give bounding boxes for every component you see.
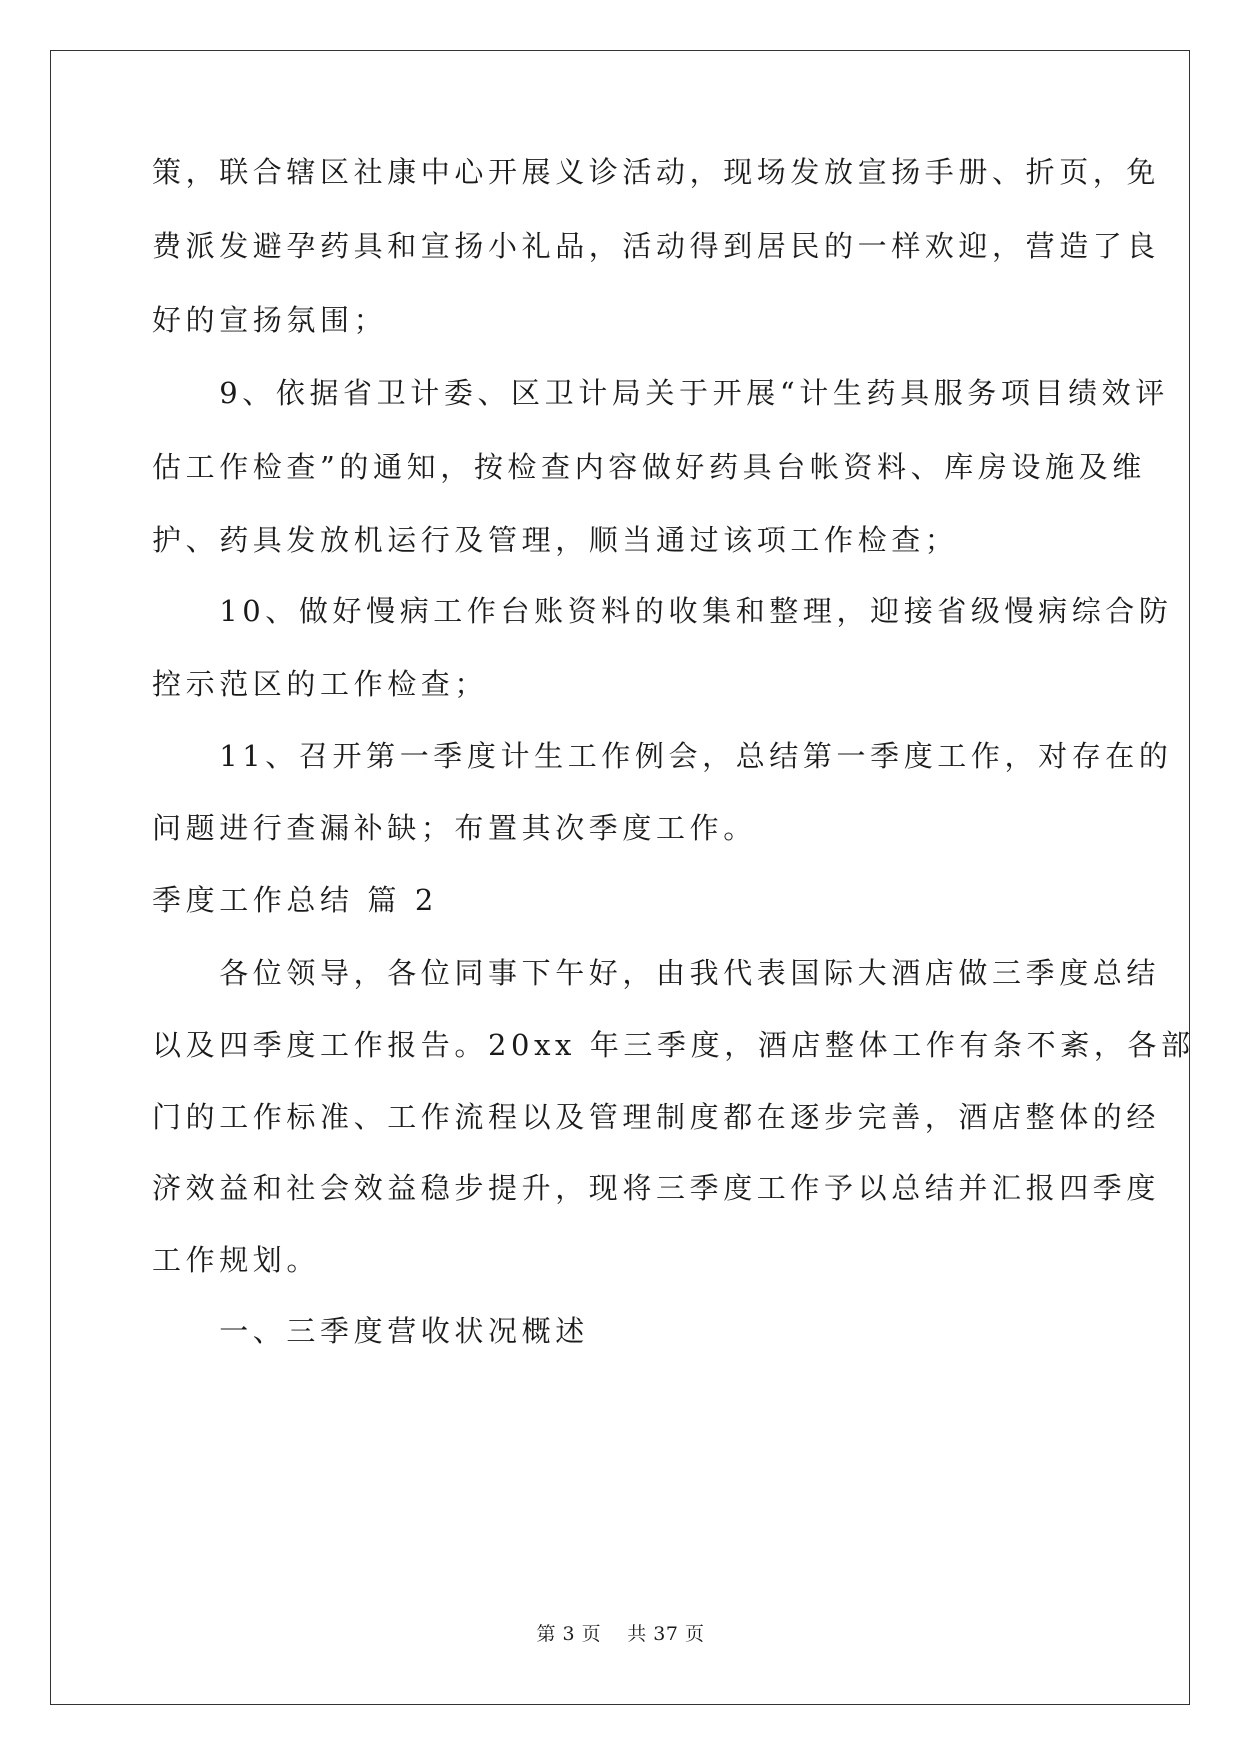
paragraph-intro: 各位领导，各位同事下午好，由我代表国际大酒店做三季度总结 — [152, 956, 1161, 990]
page-border — [50, 50, 1190, 1705]
text-line: 策，联合辖区社康中心开展义诊活动，现场发放宣扬手册、折页，免 — [152, 155, 1161, 189]
text-line: 好的宣扬氛围； — [152, 303, 388, 337]
text-line: 费派发避孕药具和宣扬小礼品，活动得到居民的一样欢迎，营造了良 — [152, 229, 1161, 263]
text-line: 工作规划。 — [152, 1243, 321, 1277]
text-line: 护、药具发放机运行及管理，顺当通过该项工作检查； — [152, 523, 959, 557]
text-line: 估工作检查”的通知，按检查内容做好药具台帐资料、库房设施及维 — [152, 450, 1146, 484]
paragraph-item-9: 9、依据省卫计委、区卫计局关于开展“计生药具服务项目绩效评 — [152, 376, 1169, 410]
text-line: 以及四季度工作报告。20xx 年三季度，酒店整体工作有条不紊，各部 — [152, 1028, 1195, 1062]
text-line: 门的工作标准、工作流程以及管理制度都在逐步完善，酒店整体的经 — [152, 1100, 1161, 1134]
paragraph-item-11: 11、召开第一季度计生工作例会，总结第一季度工作，对存在的 — [152, 739, 1173, 773]
page-number: 第 3 页 共 37 页 — [536, 1623, 705, 1645]
text-line: 控示范区的工作检查； — [152, 667, 489, 701]
page-footer — [0, 1622, 1241, 1646]
subsection-heading: 一、三季度营收状况概述 — [152, 1314, 589, 1348]
paragraph-item-10: 10、做好慢病工作台账资料的收集和整理，迎接省级慢病综合防 — [152, 594, 1173, 628]
text-line: 问题进行查漏补缺；布置其次季度工作。 — [152, 811, 757, 845]
text-line: 济效益和社会效益稳步提升，现将三季度工作予以总结并汇报四季度 — [152, 1171, 1161, 1205]
section-heading: 季度工作总结 篇 2 — [152, 883, 438, 917]
